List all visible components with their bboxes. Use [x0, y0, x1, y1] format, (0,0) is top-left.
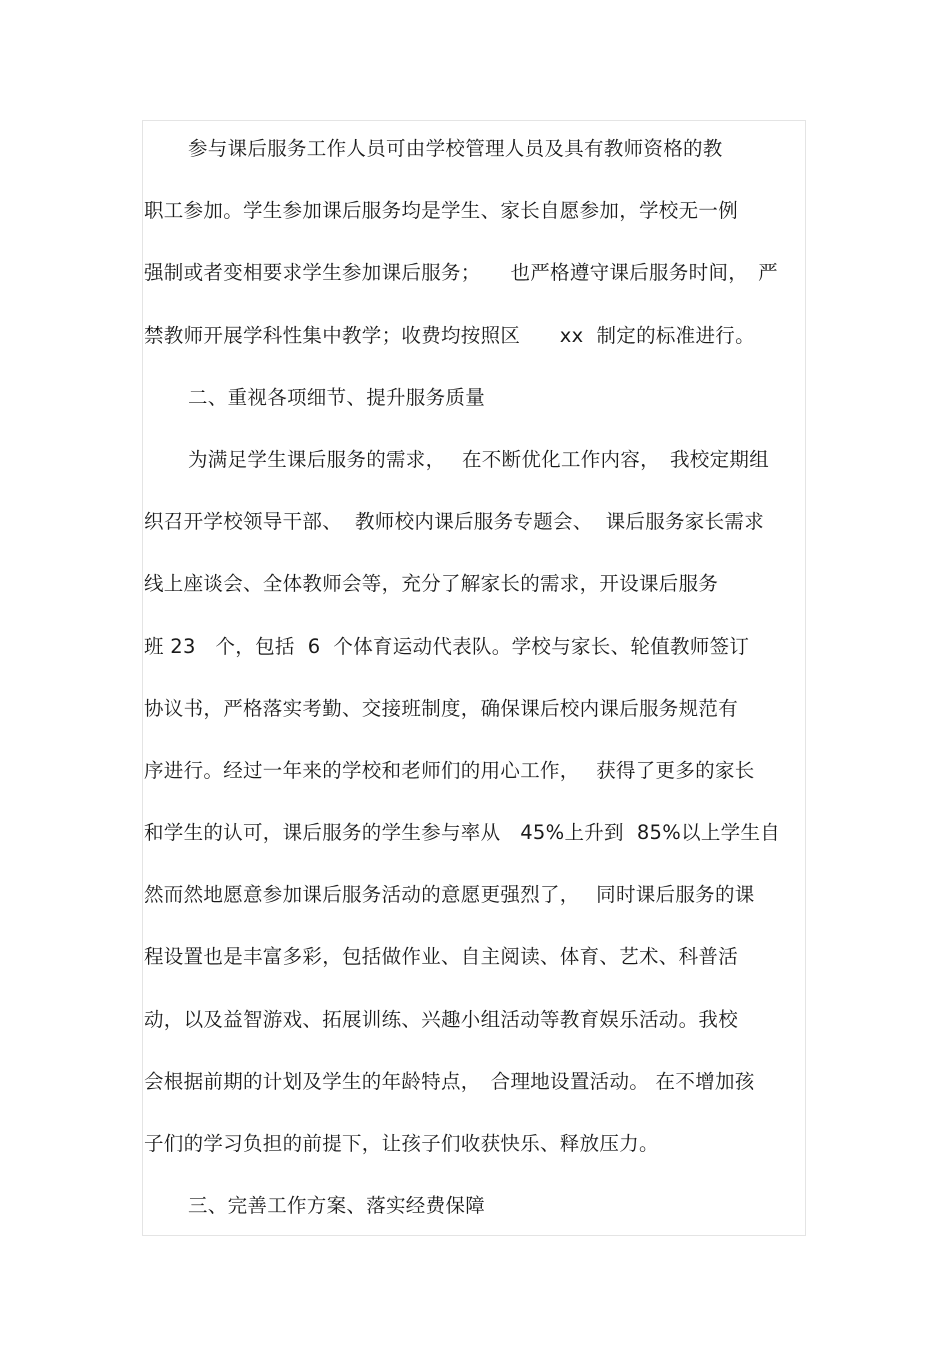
- paragraph-line: 程设置也是丰富多彩，包括做作业、自主阅读、体育、艺术、科普活: [144, 945, 739, 969]
- paragraph-line: 协议书，严格落实考勤、交接班制度，确保课后校内课后服务规范有: [144, 696, 739, 720]
- paragraph-line: 序进行。经过一年来的学校和老师们的用心工作， 获得了更多的家长: [144, 758, 755, 782]
- section-heading: 三、完善工作方案、落实经费保障: [188, 1194, 486, 1218]
- paragraph-line: 参与课后服务工作人员可由学校管理人员及具有教师资格的教: [188, 137, 723, 160]
- paragraph-line: 职工参加。学生参加课后服务均是学生、家长自愿参加，学校无一例: [144, 199, 739, 223]
- paragraph-line: 线上座谈会、全体教师会等，充分了解家长的需求，开设课后服务: [144, 572, 719, 596]
- paragraph-line: 子们的学习负担的前提下，让孩子们收获快乐、释放压力。: [144, 1132, 659, 1155]
- paragraph-line: 会根据前期的计划及学生的年龄特点， 合理地设置活动。 在不增加孩: [144, 1069, 755, 1093]
- paragraph-line: 然而然地愿意参加课后服务活动的意愿更强烈了， 同时课后服务的课: [144, 883, 755, 907]
- paragraph-line: 织召开学校领导干部、 教师校内课后服务专题会、 课后服务家长需求: [144, 510, 764, 534]
- paragraph-line: 和学生的认可，课后服务的学生参与率从 45%上升到 85%以上学生自: [144, 821, 781, 845]
- paragraph-line: 禁教师开展学科性集中教学；收费均按照区 xx 制定的标准进行。: [144, 323, 755, 347]
- paragraph-line: 动，以及益智游戏、拓展训练、兴趣小组活动等教育娱乐活动。我校: [144, 1007, 739, 1031]
- paragraph-line: 为满足学生课后服务的需求， 在不断优化工作内容， 我校定期组: [188, 447, 769, 471]
- section-heading: 二、重视各项细节、提升服务质量: [188, 385, 486, 409]
- paragraph-line: 强制或者变相要求学生参加课后服务； 也严格遵守课后服务时间， 严: [144, 261, 778, 285]
- paragraph-line: 班 23 个，包括 6 个体育运动代表队。学校与家长、轮值教师签订: [144, 634, 750, 658]
- document-body: [144, 118, 806, 1237]
